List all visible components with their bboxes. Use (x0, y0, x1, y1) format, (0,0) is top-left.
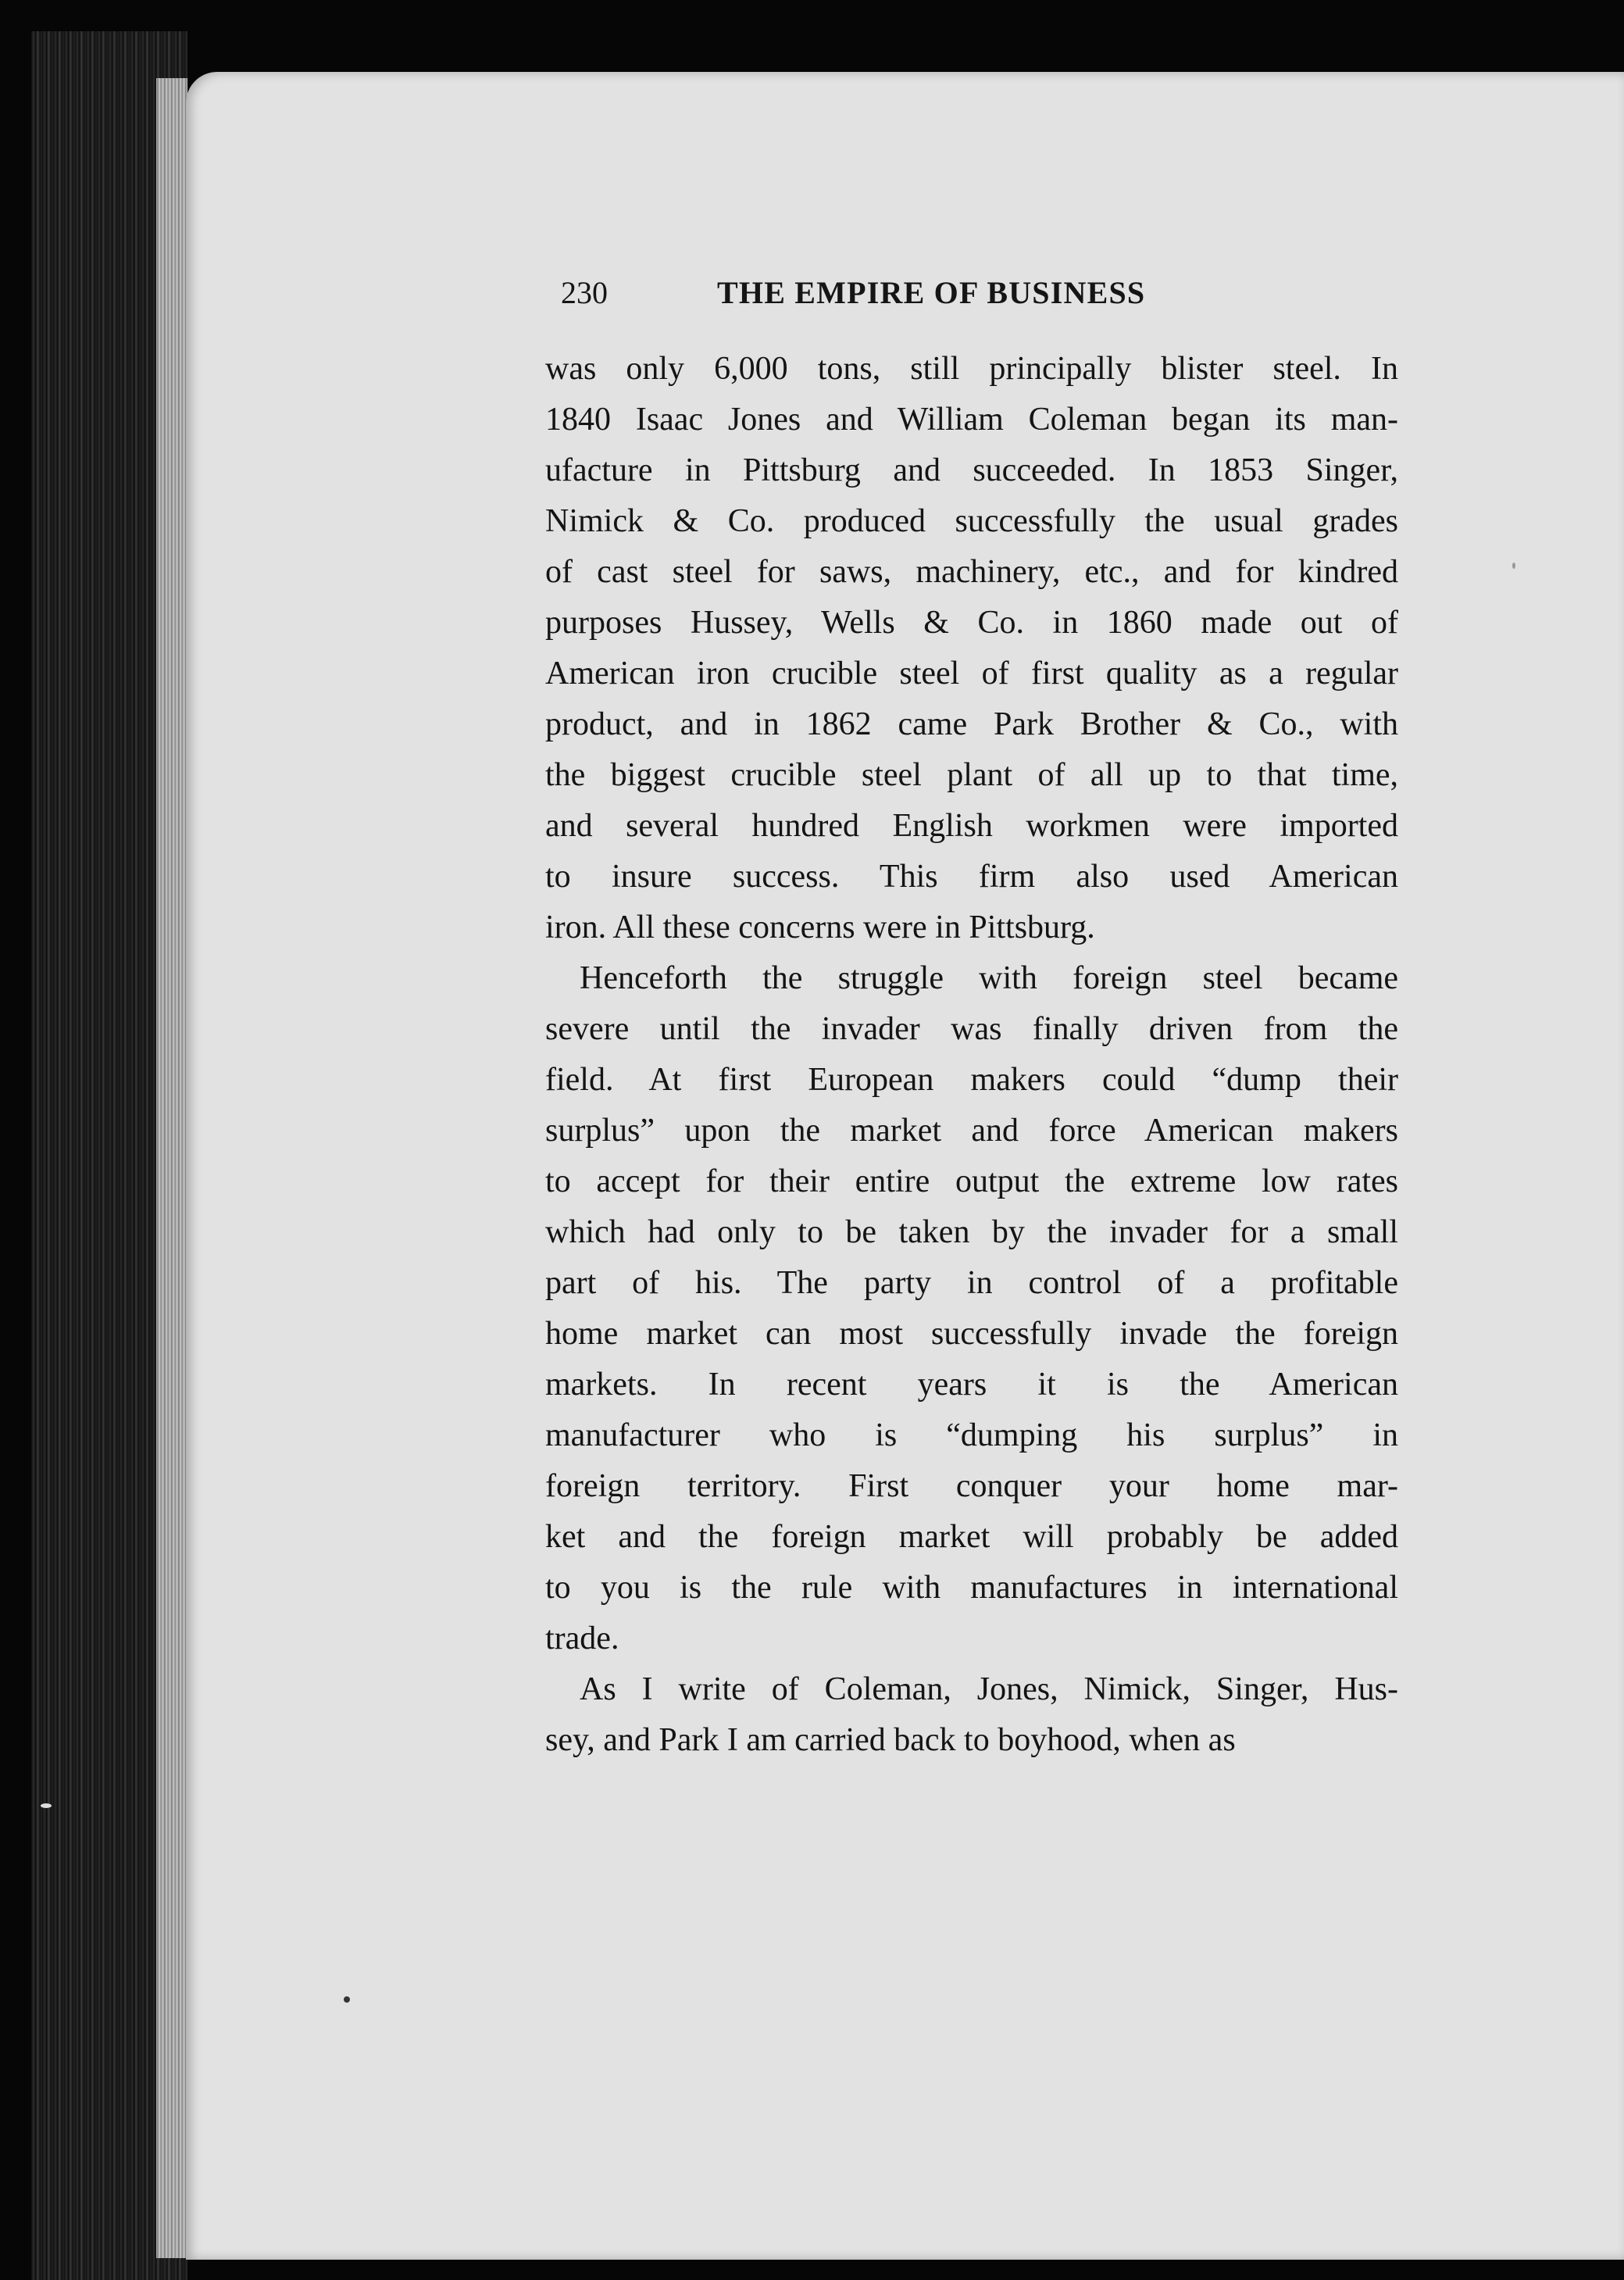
text-line: and several hundred English workmen were imported (545, 808, 1398, 844)
text-line: 1840 Isaac Jones and William Coleman began its man- (545, 402, 1398, 438)
text-line: manufacturer who is “dumping his surplus” in (545, 1417, 1398, 1453)
text-line: foreign territory. First conquer your home mar- (545, 1468, 1398, 1504)
body-text (545, 344, 1398, 1766)
text-line: which had only to be taken by the invader for a small (545, 1214, 1398, 1250)
text-line: iron. All these concerns were in Pittsburg. (545, 909, 1095, 945)
text-line: ufacture in Pittsburg and succeeded. In 1853 Singer, (545, 452, 1398, 488)
text-line: American iron crucible steel of first quality as a regular (545, 656, 1398, 692)
running-head (561, 270, 1248, 316)
text-line: was only 6,000 tons, still principally blister steel. In (545, 351, 1398, 387)
text-line: As I write of Coleman, Jones, Nimick, Singer, Hus- (580, 1671, 1398, 1707)
text-line: to insure success. This firm also used American (545, 859, 1398, 895)
scan-speck (1512, 563, 1515, 569)
scan-speck (344, 1996, 350, 2003)
text-line: purposes Hussey, Wells & Co. in 1860 made out of (545, 605, 1398, 641)
text-line: part of his. The party in control of a profitable (545, 1265, 1398, 1301)
text-line: home market can most successfully invade the foreign (545, 1316, 1398, 1352)
text-line: trade. (545, 1621, 619, 1656)
page-number: 230 (561, 275, 608, 310)
text-line: field. At first European makers could “dump their (545, 1062, 1398, 1098)
text-line: surplus” upon the market and force American makers (545, 1113, 1398, 1149)
scan-speck (41, 1803, 52, 1808)
page-stack-edge (156, 78, 187, 2258)
text-line: ket and the foreign market will probably be added (545, 1519, 1398, 1555)
text-line: the biggest crucible steel plant of all up to that time, (545, 757, 1398, 793)
text-line: to accept for their entire output the extreme low rates (545, 1163, 1398, 1199)
text-line: Nimick & Co. produced successfully the usual grades (545, 503, 1398, 539)
text-line: product, and in 1862 came Park Brother & Co., with (545, 706, 1398, 742)
running-title: THE EMPIRE OF BUSINESS (717, 275, 1146, 310)
text-line: to you is the rule with manufactures in international (545, 1570, 1398, 1606)
text-line: of cast steel for saws, machinery, etc., and for kindred (545, 554, 1398, 590)
text-line: markets. In recent years it is the American (545, 1367, 1398, 1403)
text-line: Henceforth the struggle with foreign steel became (580, 960, 1398, 996)
text-line: sey, and Park I am carried back to boyhood, when as (545, 1722, 1236, 1758)
text-line: severe until the invader was finally driven from the (545, 1011, 1398, 1047)
